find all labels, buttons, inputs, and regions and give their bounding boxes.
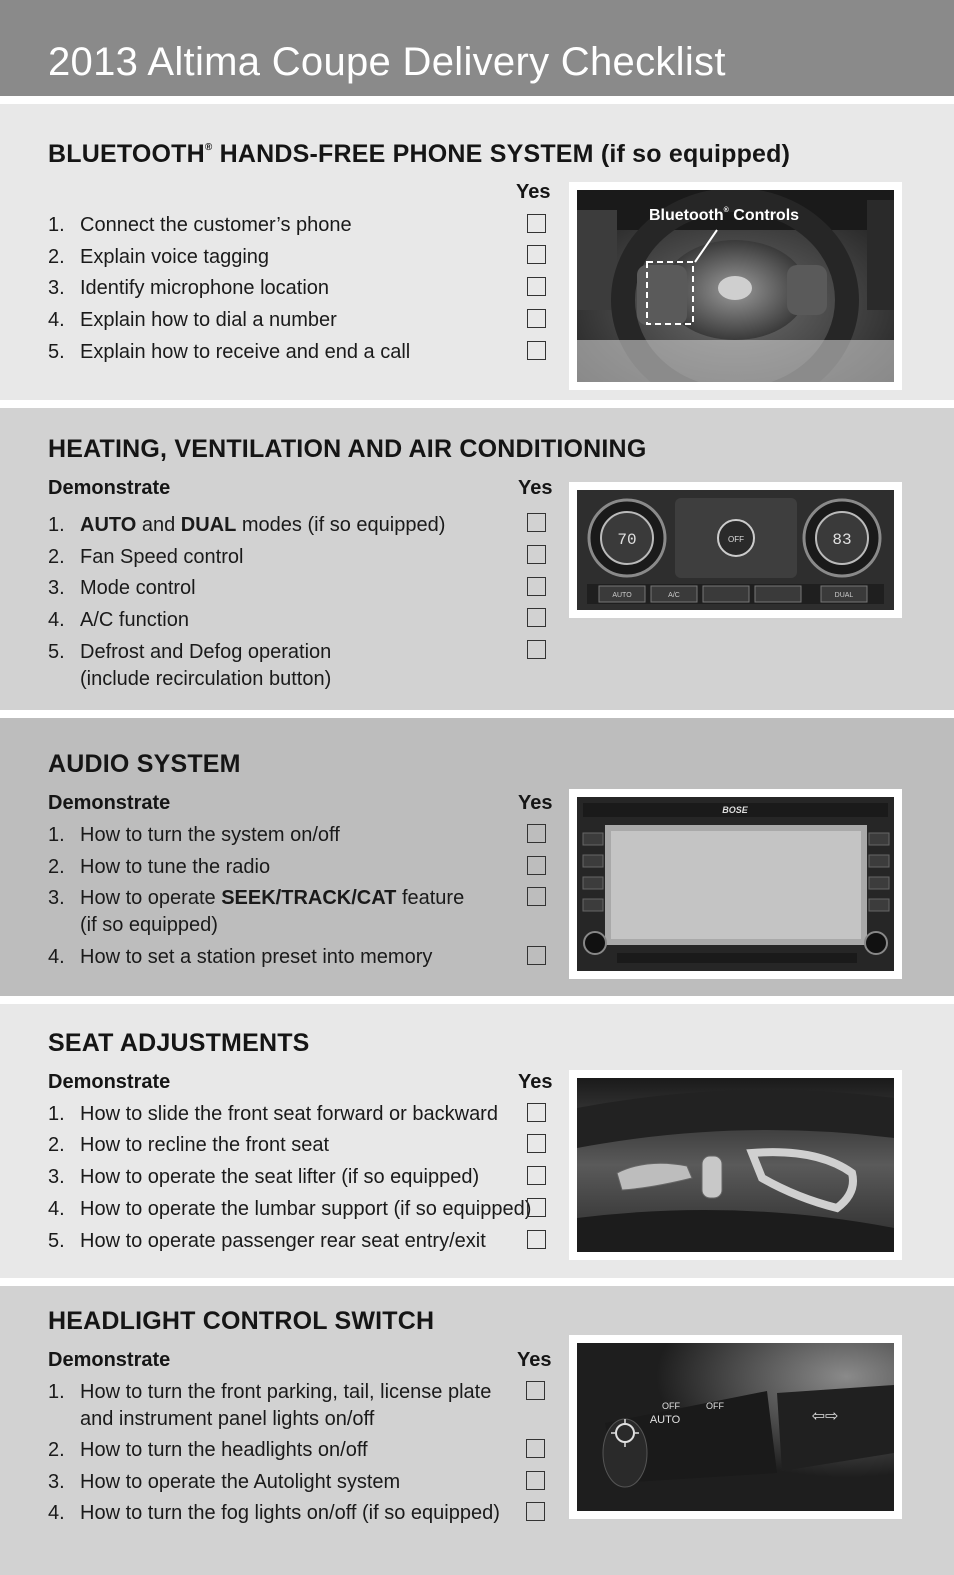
item-number: 5. — [48, 641, 65, 663]
demonstrate-label: Demonstrate — [48, 1071, 171, 1093]
list-item — [48, 1439, 368, 1462]
yes-checkbox[interactable] — [527, 1166, 546, 1185]
item-number: 4. — [48, 1502, 65, 1524]
registered-mark: ® — [723, 207, 729, 214]
item-number: 2. — [48, 856, 65, 878]
item-number: 4. — [48, 609, 65, 631]
audio-unit-image — [577, 797, 894, 971]
yes-checkbox[interactable] — [527, 277, 546, 296]
item-number: 1. — [48, 1381, 65, 1403]
yes-column-header: Yes — [518, 1071, 553, 1093]
header-bar — [0, 0, 954, 96]
section-bluetooth — [0, 104, 954, 400]
item-text: Explain how to receive and end a call — [80, 341, 411, 363]
item-text-bold: DUAL — [180, 514, 237, 536]
list-item — [48, 609, 189, 632]
list-item — [48, 246, 269, 269]
list-item — [48, 514, 445, 537]
item-text: How to operate the seat lifter (if so equipped) — [80, 1166, 480, 1188]
item-text: How to turn the system on/off — [80, 824, 340, 846]
dual-button-label: DUAL — [834, 592, 854, 599]
section-seat — [0, 1004, 954, 1278]
title-part: BLUETOOTH — [48, 140, 205, 168]
item-text: How to turn the fog lights on/off (if so equipped) — [80, 1502, 500, 1524]
list-item — [48, 309, 337, 332]
photo-audio-unit — [569, 789, 902, 979]
yes-column-header: Yes — [518, 477, 553, 499]
item-text: How to operate — [80, 887, 222, 909]
yes-checkbox[interactable] — [527, 245, 546, 264]
list-item — [48, 577, 196, 600]
list-item — [48, 214, 352, 237]
list-item — [48, 1166, 479, 1189]
section-hvac — [0, 408, 954, 710]
list-item — [48, 1502, 500, 1525]
item-text: Identify microphone location — [80, 277, 330, 299]
list-item — [48, 1198, 531, 1221]
ac-button-label: A/C — [668, 592, 680, 599]
item-number: 3. — [48, 887, 65, 909]
list-item — [48, 341, 410, 364]
item-text-continued: and instrument panel lights on/off — [80, 1408, 375, 1430]
yes-checkbox[interactable] — [526, 1502, 545, 1521]
yes-checkbox[interactable] — [527, 946, 546, 965]
item-text: feature — [396, 887, 465, 909]
stalk-off-fog-label: OFF — [706, 1401, 724, 1411]
section-title-bluetooth — [48, 140, 790, 169]
item-text: Fan Speed control — [80, 546, 244, 568]
section-headlight — [0, 1286, 954, 1575]
section-title-seat: SEAT ADJUSTMENTS — [48, 1029, 310, 1057]
yes-checkbox[interactable] — [527, 1198, 546, 1217]
list-item — [48, 277, 329, 300]
list-item — [48, 1230, 486, 1253]
section-audio — [0, 718, 954, 996]
item-text: and — [136, 514, 181, 536]
item-text: How to set a station preset into memory — [80, 946, 433, 968]
item-text: How to operate passenger rear seat entry/exit — [80, 1230, 486, 1252]
yes-checkbox[interactable] — [527, 1230, 546, 1249]
item-number: 5. — [48, 341, 65, 363]
item-text: A/C function — [80, 609, 189, 631]
right-temp-display: 83 — [832, 531, 852, 549]
demonstrate-label: Demonstrate — [48, 477, 171, 499]
item-number: 1. — [48, 514, 65, 536]
item-text: How to turn the headlights on/off — [80, 1439, 368, 1461]
item-number: 3. — [48, 277, 65, 299]
list-item — [48, 1103, 498, 1126]
item-text-continued: (if so equipped) — [80, 914, 218, 936]
item-number: 4. — [48, 309, 65, 331]
item-text: How to turn the front parking, tail, license plate — [80, 1381, 492, 1403]
list-item — [48, 641, 331, 691]
item-number: 1. — [48, 214, 65, 236]
item-text-bold: SEEK/TRACK/CAT — [221, 887, 397, 909]
list-item — [48, 1134, 329, 1157]
list-item — [48, 546, 243, 569]
item-number: 3. — [48, 1166, 65, 1188]
item-text: Explain voice tagging — [80, 246, 270, 268]
yes-column-header: Yes — [518, 792, 553, 814]
hvac-panel-graphic — [577, 490, 894, 610]
item-text-continued: (include recirculation button) — [80, 668, 332, 690]
item-text: Defrost and Defog operation — [80, 641, 332, 663]
item-number: 3. — [48, 1471, 65, 1493]
headlight-stalk-graphic — [577, 1343, 894, 1511]
registered-mark: ® — [204, 142, 213, 153]
item-number: 2. — [48, 1439, 65, 1461]
yes-checkbox[interactable] — [527, 513, 546, 532]
yes-checkbox[interactable] — [527, 1103, 546, 1122]
stalk-auto-label: AUTO — [649, 1414, 681, 1426]
item-text: How to tune the radio — [80, 856, 271, 878]
list-item — [48, 946, 432, 969]
yes-column-header: Yes — [516, 181, 551, 203]
item-number: 4. — [48, 946, 65, 968]
bose-logo: BOSE — [722, 805, 748, 815]
list-item — [48, 1471, 400, 1494]
list-item — [48, 824, 340, 847]
item-number: 5. — [48, 1230, 65, 1252]
headlight-stalk-image — [577, 1343, 894, 1511]
yes-checkbox[interactable] — [527, 309, 546, 328]
seat-controls-graphic — [577, 1078, 894, 1252]
item-number: 2. — [48, 546, 65, 568]
item-text: Mode control — [80, 577, 196, 599]
yes-checkbox[interactable] — [527, 341, 546, 360]
item-text: How to recline the front seat — [80, 1134, 330, 1156]
yes-checkbox[interactable] — [526, 1471, 545, 1490]
yes-column-header: Yes — [517, 1349, 552, 1371]
item-number: 1. — [48, 824, 65, 846]
item-text: Connect the customer’s phone — [80, 214, 352, 236]
photo-hvac-panel — [569, 482, 902, 618]
page-title: 2013 Altima Coupe Delivery Checklist — [48, 40, 726, 84]
item-text: How to operate the lumbar support (if so equipped) — [80, 1198, 532, 1220]
item-number: 2. — [48, 246, 65, 268]
item-text: How to operate the Autolight system — [80, 1471, 401, 1493]
yes-checkbox[interactable] — [527, 577, 546, 596]
off-button-label: OFF — [728, 535, 744, 544]
turn-signal-arrows-icon: ⇦⇨ — [811, 1406, 839, 1425]
label-part: Controls — [728, 207, 800, 224]
yes-checkbox[interactable] — [527, 1134, 546, 1153]
section-title-hvac: HEATING, VENTILATION AND AIR CONDITIONING — [48, 435, 647, 463]
yes-checkbox[interactable] — [527, 545, 546, 564]
item-number: 4. — [48, 1198, 65, 1220]
label-part: Bluetooth — [649, 207, 724, 224]
section-title-headlight: HEADLIGHT CONTROL SWITCH — [48, 1307, 435, 1335]
photo-seat-controls — [569, 1070, 902, 1260]
audio-unit-graphic — [577, 797, 894, 971]
stalk-off-label: OFF — [662, 1401, 680, 1411]
demonstrate-label: Demonstrate — [48, 792, 171, 814]
yes-checkbox[interactable] — [527, 640, 546, 659]
item-number: 3. — [48, 577, 65, 599]
hvac-panel-image — [577, 490, 894, 610]
list-item — [48, 887, 464, 937]
photo-steering-wheel — [569, 182, 902, 390]
list-item — [48, 1381, 491, 1431]
yes-checkbox[interactable] — [527, 824, 546, 843]
yes-checkbox[interactable] — [526, 1439, 545, 1458]
item-text: Explain how to dial a number — [80, 309, 337, 331]
yes-checkbox[interactable] — [527, 856, 546, 875]
item-text: modes (if so equipped) — [236, 514, 446, 536]
item-number: 1. — [48, 1103, 65, 1125]
list-item — [48, 856, 270, 879]
seat-controls-image — [577, 1078, 894, 1252]
left-temp-display: 70 — [617, 531, 637, 549]
title-part: HANDS-FREE PHONE SYSTEM (if so equipped) — [212, 140, 791, 168]
demonstrate-label: Demonstrate — [48, 1349, 171, 1371]
auto-button-label: AUTO — [612, 592, 632, 599]
steering-wheel-image — [577, 190, 894, 382]
photo-headlight-stalk — [569, 1335, 902, 1519]
yes-checkbox[interactable] — [527, 887, 546, 906]
item-text-bold: AUTO — [80, 514, 137, 536]
item-text: How to slide the front seat forward or backward — [80, 1103, 498, 1125]
yes-checkbox[interactable] — [527, 214, 546, 233]
bluetooth-controls-label — [649, 207, 799, 225]
yes-checkbox[interactable] — [526, 1381, 545, 1400]
section-title-audio: AUDIO SYSTEM — [48, 750, 241, 778]
item-number: 2. — [48, 1134, 65, 1156]
yes-checkbox[interactable] — [527, 608, 546, 627]
